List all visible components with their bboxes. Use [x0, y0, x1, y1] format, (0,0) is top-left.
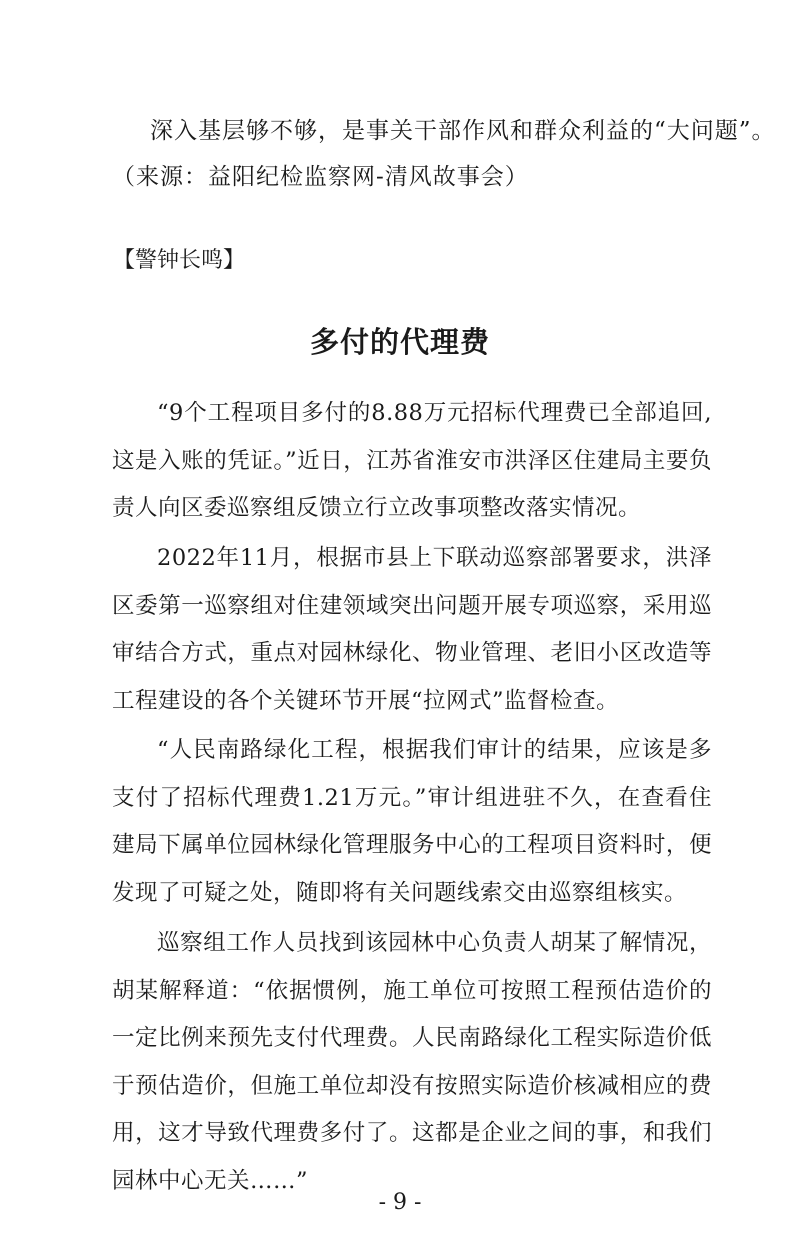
article-title: 多付的代理费	[309, 325, 490, 359]
paragraph-1: “9个工程项目多付的8.88万元招标代理费已全部追回,这是入账的凭证。”近日，江苏省淮安市洪泽区住建局主要负责人向区委巡察组反馈立行立改事项整改落实情况。	[112, 400, 712, 521]
intro-line: 深入基层够不够，是事关干部作风和群众利益的“大问题”。	[150, 118, 776, 144]
paragraph-4: 巡察组工作人员找到该园林中心负责人胡某了解情况，胡某解释道：“依据惯例，施工单位可按照工程预估造价的一定比例来预先支付代理费。人民南路绿化工程实际造价低于预估造价，但施工单位却没有按照实际造价核减相应的费用，这才导致代理费多付了。这都是企业之间的事，和我们园林中心无关……”	[112, 930, 712, 1194]
paragraph-2: 2022年11月，根据市县上下联动巡察部署要求，洪泽区委第一巡察组对住建领域突出问题开展专项巡察，采用巡审结合方式，重点对园林绿化、物业管理、老旧小区改造等工程建设的各个关键环节开展“拉网式”监督检查。	[112, 545, 712, 714]
paragraph-3: “人民南路绿化工程，根据我们审计的结果，应该是多支付了招标代理费1.21万元。”审计组进驻不久，在查看住建局下属单位园林绿化管理服务中心的工程项目资料时，便发现了可疑之处，随即将有关问题线索交由巡察组核实。	[112, 737, 712, 906]
page-number: - 9 -	[378, 1190, 422, 1215]
section-tag: 【警钟长鸣】	[113, 248, 246, 273]
source-line: （来源：益阳纪检监察网-清风故事会）	[112, 164, 529, 190]
